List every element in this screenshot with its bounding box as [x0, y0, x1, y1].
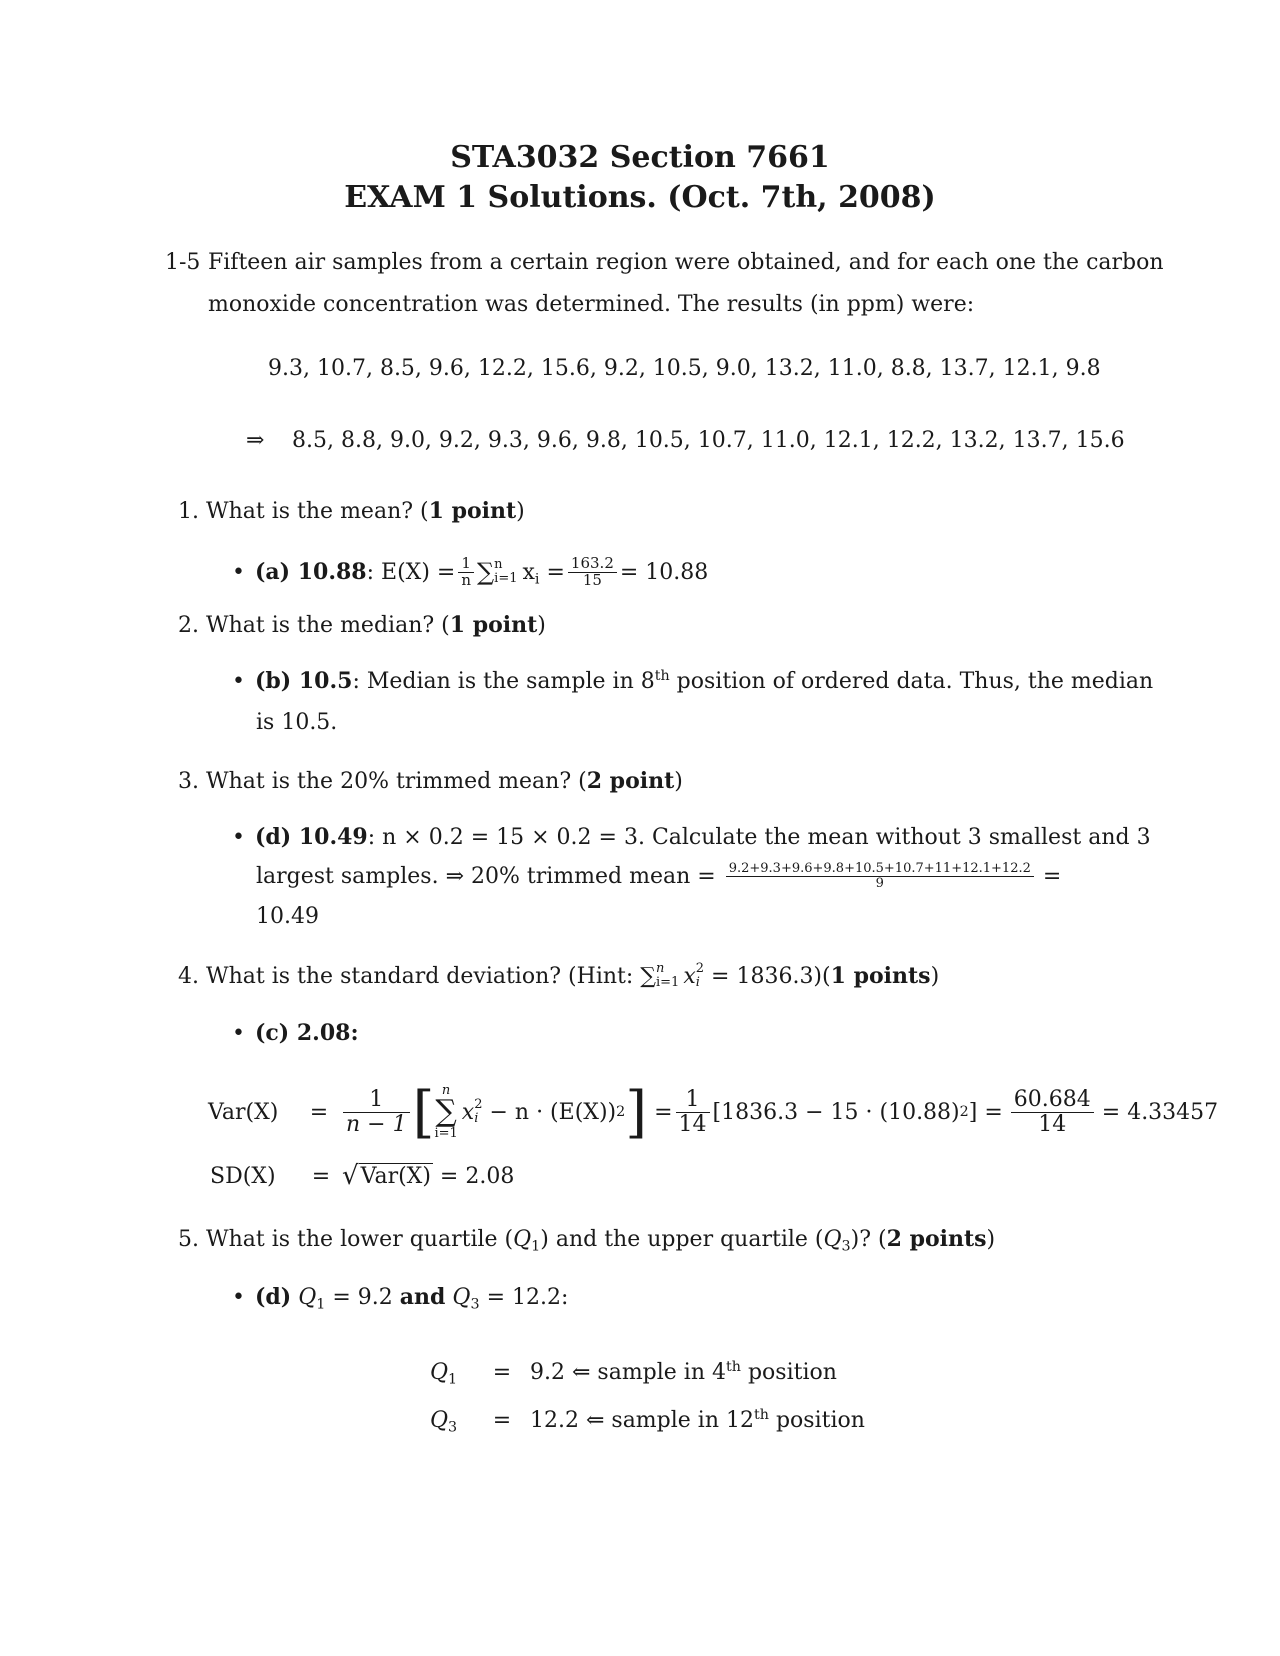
- sigma-icon: ∑: [477, 558, 495, 586]
- question-5: 5. What is the lower quartile $(Q_1)$ and the upper quartile $(Q_3)$? (2 points): [178, 1226, 996, 1255]
- var-result: = 4.33457: [1101, 1099, 1219, 1125]
- hint-value: = 1836.3): [711, 963, 823, 989]
- fraction-numerator: 1: [676, 1088, 710, 1112]
- equals-sign: =: [492, 1360, 512, 1385]
- question-text: What is the 20% trimmed mean?: [206, 769, 572, 794]
- question-number: 5.: [178, 1227, 199, 1252]
- term-x: x: [461, 1099, 475, 1125]
- hint-term: [683, 962, 704, 991]
- bullet-icon: •: [232, 1021, 245, 1046]
- var-label: Var(X): [208, 1099, 279, 1125]
- variance-equation: Var(X) = $\frac{1}{n - 1}$ [ n ∑ i=1 x 2 i − n · (E(X)) 2 ] = $\frac{1}{14}$ [1836.3 − 15 · (10.88) 2 ] = $\frac{60.684}{14}$ = 4.33457: [208, 1079, 1219, 1145]
- question-3: 3. What is the 20% trimmed mean? (2 point): [178, 768, 683, 794]
- fraction-numerator: 9.2+9.3+9.6+9.8+10.5+10.7+11+12.1+12.2: [726, 862, 1034, 877]
- question-text: What is the median?: [206, 613, 435, 638]
- quartile-row-1: [430, 1359, 837, 1388]
- question-number: 2.: [178, 613, 199, 638]
- fraction-numerator: 1: [343, 1088, 410, 1112]
- q-symbol: Q: [452, 1285, 471, 1310]
- intro-text-line-2: monoxide concentration was determined. The results (in ppm) were:: [208, 292, 975, 317]
- q-sub: 3: [448, 1419, 458, 1436]
- equals-sign: =: [546, 559, 565, 585]
- mean-formula-lhs: E(X) =: [381, 559, 456, 585]
- answer-value: = 12.2:: [486, 1285, 569, 1310]
- answer-3-line-2: [256, 852, 1061, 900]
- bullet-icon: •: [232, 669, 245, 694]
- quartile-tail: position: [768, 1408, 865, 1433]
- right-bracket-icon: ]: [625, 1079, 648, 1145]
- term-x: x: [683, 963, 696, 989]
- question-points: 1 point: [428, 498, 517, 524]
- answer-3: • (d) 10.49: n × 0.2 = 15 × 0.2 = 3. Calculate the mean without 3 smallest and 3: [232, 824, 1151, 850]
- question-points: 2 points: [886, 1226, 987, 1252]
- q-symbol: Q: [430, 1360, 449, 1385]
- title-line-1: STA3032 Section 7661: [450, 140, 830, 175]
- term-scripts: [696, 962, 704, 991]
- sqrt-radicand: Var(X): [360, 1164, 431, 1189]
- answer-value: = 9.2: [332, 1285, 393, 1310]
- sigma-lower: i=1: [494, 571, 518, 586]
- var-sigma: [434, 1084, 457, 1140]
- fraction-numerator: 1: [458, 556, 474, 573]
- equals-sign: =: [654, 1099, 673, 1125]
- equals-sign: =: [1042, 863, 1062, 889]
- term-sub: i: [474, 1111, 479, 1126]
- equals-sign: =: [309, 1099, 329, 1125]
- term-sup: 2: [474, 1096, 483, 1112]
- fraction-denominator: 15: [582, 570, 602, 589]
- ordinal-sup: th: [726, 1359, 741, 1376]
- answer-2: • (b) 10.5: Median is the sample in 8th position of ordered data. Thus, the median: [232, 668, 1154, 694]
- fraction-denominator: 14: [678, 1111, 707, 1137]
- q-symbol: Q: [430, 1408, 449, 1433]
- title-line-2: EXAM 1 Solutions. (Oct. 7th, 2008): [344, 180, 936, 215]
- answer-text: largest samples. ⇒ 20% trimmed mean =: [256, 863, 716, 889]
- answer-text: n × 0.2 = 15 × 0.2 = 3. Calculate the mean without 3 smallest and 3: [382, 825, 1151, 850]
- bullet-icon: •: [232, 825, 245, 850]
- quartile-tail: position: [740, 1360, 837, 1385]
- answer-5: [232, 1284, 569, 1313]
- bullet-icon: •: [232, 1285, 245, 1310]
- sum-term: [522, 560, 539, 585]
- mean-value-fraction: [568, 553, 617, 589]
- q-label: [430, 1408, 474, 1436]
- ordinal-sup: th: [754, 1407, 769, 1424]
- mean-result: = 10.88: [619, 559, 709, 585]
- sqrt-icon: √: [342, 1161, 359, 1191]
- question-points: 1 point: [449, 612, 538, 638]
- question-text: What is the standard deviation? (Hint:: [206, 963, 634, 989]
- mean-fraction: [458, 553, 474, 589]
- sigma-limits: [494, 558, 517, 587]
- answer-text-cont: position of ordered data. Thus, the median: [669, 669, 1154, 694]
- term-x: x: [522, 559, 535, 585]
- term-sub: i: [534, 570, 540, 587]
- fraction-numerator: 163.2: [568, 556, 617, 573]
- fraction-denominator: 9: [875, 875, 884, 891]
- question-4: 4. What is the standard deviation? (Hint: ∑ n i=1 x 2 i = 1836.3) ( 1 points ): [178, 960, 940, 990]
- equals-sign: =: [984, 1099, 1003, 1125]
- intro-text-line-1: Fifteen air samples from a certain region were obtained, and for each one the carbon: [208, 250, 1164, 275]
- var-bracket-expr: [1836.3 − 15 · (10.88): [712, 1099, 960, 1125]
- answer-label: (d) 10.49: [254, 824, 368, 850]
- q-sub: 1: [448, 1371, 458, 1388]
- q-sub: 3: [470, 1296, 480, 1313]
- equals-sign: =: [311, 1163, 331, 1189]
- q-symbol: Q: [298, 1285, 317, 1310]
- q-sub: 1: [316, 1296, 326, 1313]
- answer-1: • (a) 10.88 : E(X) = $\frac{1}{n}$ ∑ n i=1 $x_i$ = $\frac{163.2}{15}$ = 10.88: [232, 553, 709, 589]
- question-text: What is the mean?: [206, 499, 414, 524]
- sigma-upper: n: [441, 1083, 451, 1098]
- sigma-lower: i=1: [434, 1126, 458, 1141]
- question-text-end: )?: [850, 1227, 872, 1252]
- question-text-cont: ) and the upper quartile (: [540, 1227, 824, 1252]
- trimmed-fraction: [726, 862, 1034, 890]
- answer-label: (b) 10.5: [254, 668, 353, 694]
- term-scripts: [474, 1098, 482, 1127]
- q-symbol: Q: [823, 1227, 842, 1252]
- question-number: 4.: [178, 963, 199, 989]
- fraction-denominator: n: [461, 570, 472, 589]
- sd-label: SD(X): [210, 1163, 276, 1189]
- var-fraction-2: [676, 1088, 710, 1135]
- fraction-numerator: 60.684: [1011, 1088, 1094, 1112]
- question-number: 1.: [178, 499, 199, 524]
- fraction-denominator: n − 1: [346, 1111, 407, 1137]
- question-points: 2 point: [586, 768, 675, 794]
- q-sub: 3: [841, 1238, 851, 1255]
- sd-equation: [208, 1158, 514, 1194]
- question-number: 3.: [178, 769, 199, 794]
- var-fraction-1: [343, 1088, 410, 1135]
- bullet-icon: •: [232, 559, 245, 585]
- question-text: What is the lower quartile (: [206, 1227, 514, 1252]
- q-symbol: Q: [513, 1227, 532, 1252]
- answer-label: (d): [254, 1284, 292, 1310]
- answer-text: Median is the sample in 8: [366, 669, 655, 694]
- question-1: 1. What is the mean? (1 point): [178, 498, 525, 524]
- answer-label: (c) 2.08:: [254, 1020, 359, 1046]
- raw-data: 9.3, 10.7, 8.5, 9.6, 12.2, 15.6, 9.2, 10.5, 9.0, 13.2, 11.0, 8.8, 13.7, 12.1, 9.8: [268, 356, 1101, 381]
- quartile-row-2: [430, 1407, 865, 1436]
- sigma-upper: n: [656, 960, 665, 976]
- arrow-icon: ⇒: [246, 428, 265, 453]
- quartile-text: 9.2 ⇐ sample in 4: [530, 1360, 727, 1385]
- quartile-text: 12.2 ⇐ sample in 12: [530, 1408, 754, 1433]
- q-label: [430, 1360, 474, 1388]
- sigma-icon: ∑: [640, 963, 656, 989]
- question-2: 2. What is the median? (1 point): [178, 612, 546, 638]
- q-sub: 1: [531, 1238, 541, 1255]
- var-term: [462, 1098, 483, 1127]
- answer-2-line-2: is 10.5.: [256, 710, 338, 735]
- answer-4: [232, 1020, 359, 1046]
- sorted-data: 8.5, 8.8, 9.0, 9.2, 9.3, 9.6, 9.8, 10.5, 10.7, 11.0, 12.1, 12.2, 13.2, 13.7, 15.6: [292, 428, 1125, 453]
- intro-number: 1-5: [165, 250, 201, 275]
- question-points: 1 points: [830, 963, 931, 989]
- sd-result: = 2.08: [439, 1163, 515, 1189]
- bracket-close: ]: [968, 1099, 978, 1125]
- sigma-icon: ∑: [435, 1094, 457, 1129]
- equals-sign: =: [492, 1408, 512, 1433]
- term-sub: i: [695, 975, 700, 990]
- sigma-upper: n: [494, 556, 503, 572]
- answer-and: and: [399, 1284, 446, 1310]
- var-minus-term: − n · (E(X)): [489, 1099, 617, 1125]
- ordinal-sup: th: [654, 668, 670, 685]
- var-fraction-3: [1011, 1088, 1094, 1135]
- trimmed-result: 10.49: [256, 904, 319, 929]
- sigma-lower: i=1: [656, 975, 680, 990]
- term-sup: 2: [695, 960, 705, 976]
- answer-label: (a) 10.88: [254, 559, 367, 585]
- fraction-denominator: 14: [1038, 1111, 1067, 1137]
- sigma-limits: [656, 962, 679, 991]
- left-bracket-icon: [: [412, 1079, 435, 1145]
